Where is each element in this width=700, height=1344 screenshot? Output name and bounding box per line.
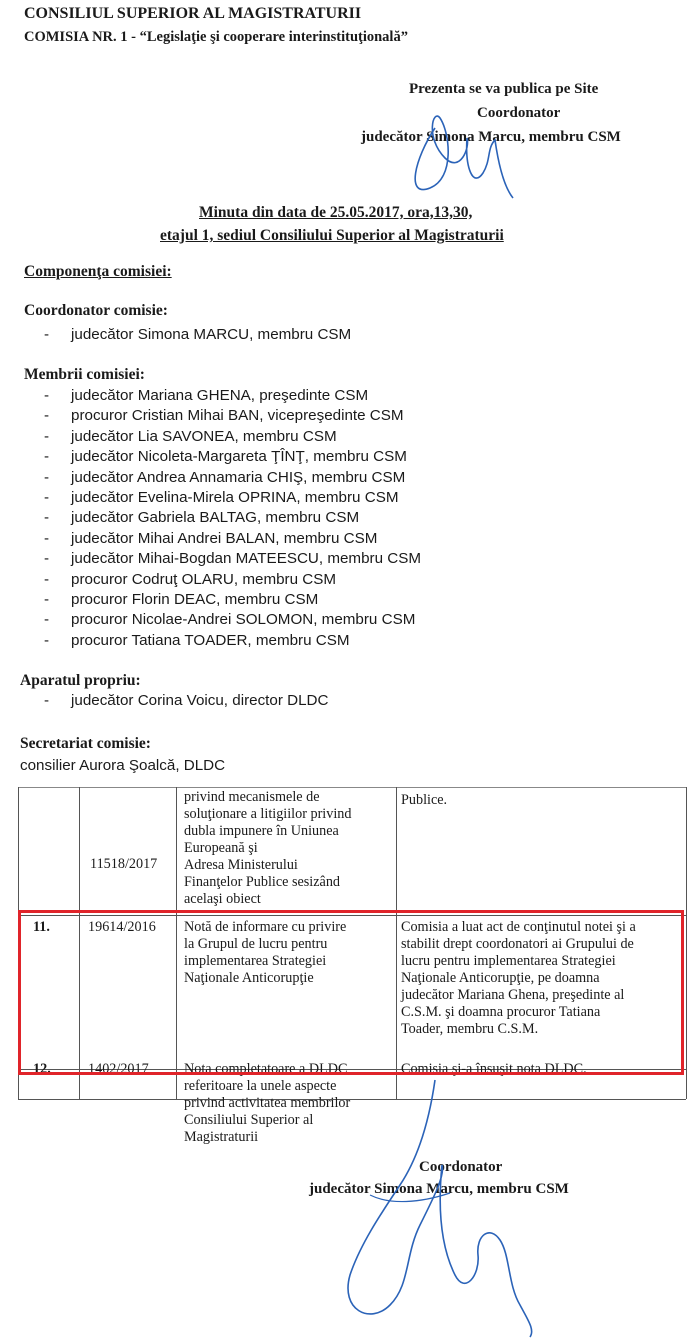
list-item: - judecător Evelina-Mirela OPRINA, membru CSM xyxy=(44,488,421,508)
list-item: - judecător Andrea Annamaria CHIŞ, membru CSM xyxy=(44,468,421,488)
row-12-number: 1402/2017 xyxy=(88,1061,149,1077)
row-12-index: 12. xyxy=(33,1061,51,1077)
highlight-box xyxy=(18,910,684,1075)
members-list xyxy=(44,386,421,651)
secretariat-heading: Secretariat comisie: xyxy=(20,735,151,752)
row-11-subject: Notă de informare cu privire la Grupul de lucru pentru implementarea Strategiei Naţionale Anticorupţie xyxy=(184,919,347,986)
list-item: - procuror Cristian Mihai BAN, vicepreşedinte CSM xyxy=(44,406,421,426)
apparatus-heading: Aparatul propriu: xyxy=(20,672,141,689)
members-heading: Membrii comisiei: xyxy=(24,366,145,383)
list-item: - judecător Lia SAVONEA, membru CSM xyxy=(44,427,421,447)
signature-top xyxy=(395,78,535,218)
list-item: - procuror Nicolae-Andrei SOLOMON, membru CSM xyxy=(44,610,421,630)
row-11-decision: Comisia a luat act de conţinutul notei şi a stabilit drept coordonatori ai Grupului de lucru pentru implementarea Strategiei Naţionale Anticorupţie, pe doamna judecător Mariana Ghena, preşedinte al C.S.M. şi doamna procuror Tatiana Toader, membru C.S.M. xyxy=(401,919,636,1037)
row-11-index: 11. xyxy=(33,919,50,935)
coordinator-list xyxy=(44,325,351,345)
prev-row-number: 11518/2017 xyxy=(90,856,158,872)
publish-note: Prezenta se va publica pe Site xyxy=(409,81,599,97)
apparatus-list xyxy=(44,691,328,711)
coordinator-heading: Coordonator comisie: xyxy=(24,302,168,319)
list-item: - procuror Tatiana TOADER, membru CSM xyxy=(44,631,421,651)
secretariat-member: consilier Aurora Şoalcă, DLDC xyxy=(20,757,226,774)
minutes-title: Minuta din data de 25.05.2017, ora,13,30, xyxy=(199,204,473,221)
list-item: - judecător Gabriela BALTAG, membru CSM xyxy=(44,508,421,528)
institution-name: CONSILIUL SUPERIOR AL MAGISTRATURII xyxy=(24,5,362,22)
approval-coordinator-label: Coordonator xyxy=(477,105,561,121)
signature-bottom xyxy=(330,1075,570,1340)
list-item: - judecător Corina Voicu, director DLDC xyxy=(44,691,328,711)
list-item: - procuror Codruţ OLARU, membru CSM xyxy=(44,570,421,590)
prev-row-decision: Publice. xyxy=(401,792,448,808)
approval-coordinator-name: judecător Simona Marcu, membru CSM xyxy=(361,129,621,145)
list-item: - procuror Florin DEAC, membru CSM xyxy=(44,590,421,610)
row-12-subject: Nota completatoare a DLDC referitoare la unele aspecte privind activitatea membrilor Consiliului Superior al Magistraturii xyxy=(184,1061,351,1145)
list-item: - judecător Mariana GHENA, preşedinte CSM xyxy=(44,386,421,406)
minutes-location: etajul 1, sediul Consiliului Superior al Magistraturii xyxy=(160,227,504,244)
footer-coordinator-name: judecător Simona Marcu, membru CSM xyxy=(309,1181,569,1197)
row-12-decision: Comisia şi-a însuşit nota DLDC. xyxy=(401,1061,587,1077)
row-11-number: 19614/2016 xyxy=(88,919,156,935)
list-item: - judecător Mihai-Bogdan MATEESCU, membru CSM xyxy=(44,549,421,569)
prev-row-subject: privind mecanismele de soluţionare a litigiilor privind dubla impunere în Uniunea Europeană şi Adresa Ministerului Finanţelor Publice sesizând acelaşi obiect xyxy=(184,789,352,907)
commission-name: COMISIA NR. 1 - “Legislaţie şi cooperare interinstituţională” xyxy=(24,29,408,45)
composition-heading: Componenţa comisiei: xyxy=(24,263,172,280)
list-item: - judecător Simona MARCU, membru CSM xyxy=(44,325,351,345)
list-item: - judecător Mihai Andrei BALAN, membru CSM xyxy=(44,529,421,549)
footer-coordinator-label: Coordonator xyxy=(419,1159,503,1175)
list-item: - judecător Nicoleta-Margareta ŢÎNŢ, membru CSM xyxy=(44,447,421,467)
